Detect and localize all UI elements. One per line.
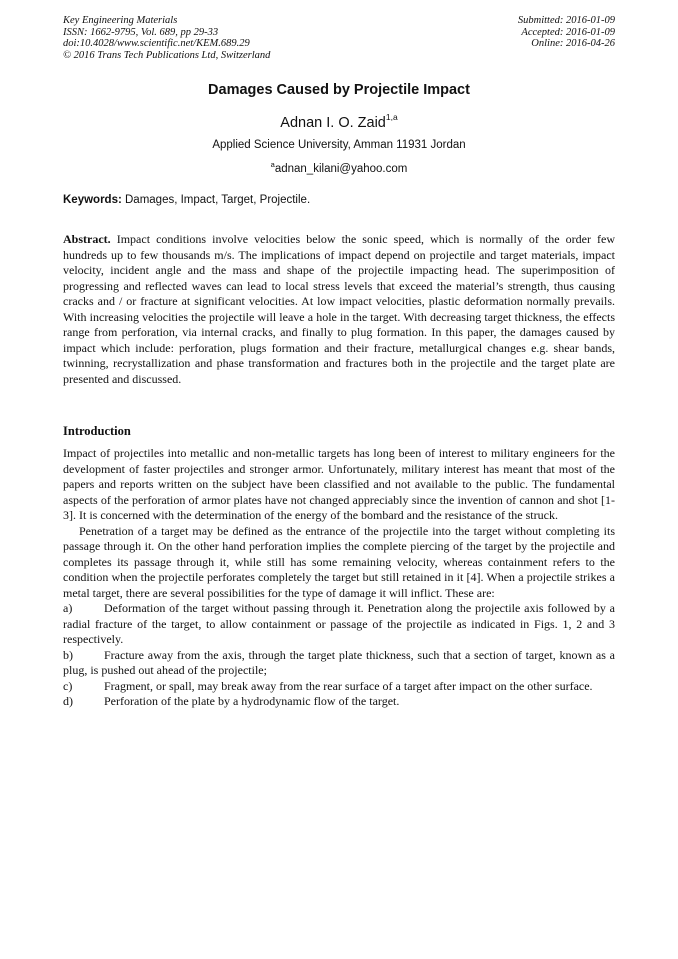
abstract-text: Impact conditions involve velocities below the sonic speed, which is normally of the order few hundreds up to few thousands m/s. The implications of impact depend on projectile and target materials, impact velocity, incident angle and the mass and shape of the projectile impacting head. The superimposition of progressing and reflected waves can lead to local stress levels that exceed the material’s strength, thus causing cracks and / or fracture at significant velocities. At low impact velocities, plastic deformation normally prevails. With increasing velocities the projectile will leave a hole in the target. With decreasing target thickness, the effects range from perforation, via internal cracks, and finally to plug formation. In this paper, the damages caused by impact which include: perforation, plugs formation and their fracture, metallurgical changes e.g. shear bands, twinning, recrystallization and phase transformation and fractures both in the projectile and the target plate are presented and discussed. xyxy=(63,232,615,386)
copyright-line: © 2016 Trans Tech Publications Ltd, Switzerland xyxy=(63,49,271,61)
list-item-d xyxy=(63,694,615,710)
list-label-b: b) xyxy=(63,647,73,662)
email-line xyxy=(63,160,615,175)
journal-info xyxy=(63,15,270,61)
list-text-c: Fragment, or spall, may break away from the rear surface of a target after impact on the other surface. xyxy=(104,678,593,693)
list-text-b: Fracture away from the axis, through the target plate thickness, such that a section of target, known as a plug, is pushed out ahead of the projectile; xyxy=(63,647,615,677)
keywords-label: Keywords: xyxy=(63,194,122,206)
email-address: adnan_kilani@yahoo.com xyxy=(274,162,408,175)
author-line xyxy=(63,113,615,131)
online-date: Online: 2016-04-26 xyxy=(531,38,615,50)
list-text-a: Deformation of the target without passing through it. Penetration along the projectile axis followed by a radial fracture of the target, to allow containment or passage of the projectile as indicated in Figs. 1, 2 and 3 respectively. xyxy=(63,601,615,646)
list-item-a xyxy=(63,601,615,648)
submitted-date: Submitted: 2016-01-09 xyxy=(517,15,615,26)
issn-line: ISSN: 1662-9795, Vol. 689, pp 29-33 xyxy=(63,26,219,38)
abstract-label: Abstract. xyxy=(63,232,111,246)
author-name: Adnan I. O. Zaid xyxy=(280,114,386,131)
list-item-c xyxy=(63,679,615,695)
introduction-heading: Introduction xyxy=(63,424,131,438)
list-label-a: a) xyxy=(63,601,73,615)
introduction-body xyxy=(63,446,615,710)
doi-line: doi:10.4028/www.scientific.net/KEM.689.29 xyxy=(63,38,250,50)
dates-info xyxy=(518,15,615,50)
list-text-d: Perforation of the plate by a hydrodynamic flow of the target. xyxy=(104,694,400,708)
abstract xyxy=(63,232,615,387)
intro-paragraph-2: Penetration of a target may be defined as the entrance of the projectile into the target without completing its passage through it. On the other hand perforation implies the complete piercing of the target by the projectile and completes its passage through it, while still has some remaining velocity, whereas containment refers to the condition when the projectile perforates completely the target but still retained in it [4]. When a projectile strikes a metal target, there are several possibilities for the type of damage it will inflict. These are: xyxy=(63,523,615,600)
intro-paragraph-1: Impact of projectiles into metallic and non-metallic targets has long been of interest to military engineers for the development of faster projectiles and stronger armor. Unfortunately, military interest has meant that most of the papers and reports written on the subject have been classified and not available to the public. The fundamental aspects of the perforation of armor plates have not changed appreciably since the invention of cannon and shot [1-3]. It is concerned with the determination of the energy of the bombard and the resistance of the struck. xyxy=(63,446,615,522)
author-affil-marker: 1,a xyxy=(385,112,398,122)
keywords-text: Damages, Impact, Target, Projectile. xyxy=(121,194,311,206)
list-item-b xyxy=(63,648,615,679)
list-label-d: d) xyxy=(63,694,73,708)
paper-title: Damages Caused by Projectile Impact xyxy=(208,82,470,98)
keywords xyxy=(63,194,615,206)
journal-name: Key Engineering Materials xyxy=(63,15,178,26)
affiliation: Applied Science University, Amman 11931 Jordan xyxy=(212,139,466,151)
accepted-date: Accepted: 2016-01-09 xyxy=(521,26,615,38)
email-marker: a xyxy=(270,160,275,169)
list-label-c: c) xyxy=(63,678,73,693)
